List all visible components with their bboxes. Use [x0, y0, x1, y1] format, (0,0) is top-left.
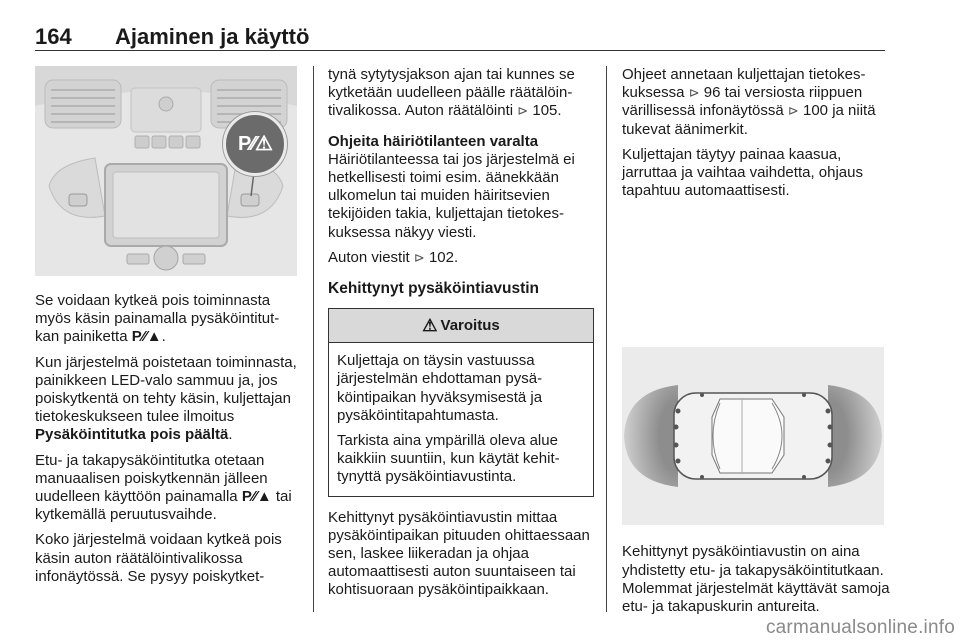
col3-paragraph-1	[622, 66, 890, 139]
col2-paragraph-1	[328, 66, 594, 121]
page-reference-102[interactable]: 102	[428, 248, 454, 266]
page-header	[35, 22, 885, 52]
col1-p3-text: Etu- ja takapysäköintitutka otetaan manuaalisen poiskytkennän jälleen uudelleen käyttöön painamalla	[35, 451, 268, 506]
col3-p1-t1: Ohjeet annetaan kuljettajan tietokeskuksessa	[622, 66, 866, 102]
park-assist-badge-label: P⁄⁄⚠	[238, 132, 272, 155]
col1-paragraph-3	[35, 452, 297, 525]
page-reference-100[interactable]: 100	[803, 102, 829, 120]
col1-p3-tail: tai kytkemällä peruutusvaihde.	[35, 488, 292, 524]
col2-paragraph-3	[328, 249, 594, 267]
col1-p1-tail: .	[161, 328, 166, 346]
warning-triangle-icon: ⚠	[422, 315, 438, 335]
page-number: 164	[35, 24, 72, 49]
park-assist-symbol-icon: P⁄⁄▲	[241, 488, 272, 506]
col3-paragraph-2: Kuljettajan täytyy painaa kaasua, jarruttaa ja vaihtaa vaihdetta, ohjaus tapahtuu automaattisesti.	[622, 145, 863, 200]
col3-p1-t2: tai versiosta riippuen värillisessä infonäytössä	[622, 84, 863, 120]
col1-p1-text: Se voidaan kytkeä pois toiminnasta myös käsin painamalla pysäköintitutkan painiketta	[35, 292, 280, 346]
message-pysakointitutka-pois-paalta: Pysäköintitutka pois päältä	[35, 426, 229, 444]
reference-arrow-icon: ⊳	[787, 103, 799, 119]
col1-paragraph-1	[35, 292, 297, 347]
warning-header	[329, 309, 593, 343]
col2-paragraph-2: Häiriötilanteessa tai jos järjestelmä ei hetkellisesti toimi esim. äänekkään ulkomelun tai muiden häiritsevien tekijöiden takia, kuljettajan tietokeskuksessa näkyy viesti.	[328, 150, 575, 241]
reference-arrow-icon: ⊳	[688, 85, 700, 101]
col2-p1-tail: .	[557, 102, 562, 120]
column-divider-1	[313, 66, 314, 612]
col2-p1-text: tynä sytytysjakson ajan tai kunnes se kytketään uudelleen päälle räätälöintivalikossa. Auton räätälöinti	[328, 66, 575, 120]
watermark: carmanualsonline.info	[765, 617, 955, 638]
column-divider-2	[606, 66, 607, 612]
col1-paragraph-4: Koko järjestelmä voidaan kytkeä pois käsin auton räätälöintivalikossa infonäytössä. Se pysyy poiskytket-	[35, 531, 282, 585]
park-assist-button-icon	[223, 112, 287, 176]
reference-arrow-icon: ⊳	[517, 103, 529, 119]
warning-paragraph-2: Tarkista aina ympärillä oleva alue kaikkiin suuntiin, kun käytät kehittynyttä pysäköintiavustinta.	[337, 432, 560, 486]
column-1	[35, 66, 297, 593]
page-title: Ajaminen ja käyttö	[115, 24, 310, 49]
parking-sensor-drawing	[622, 347, 884, 525]
warning-title: Varoitus	[440, 316, 500, 334]
reference-arrow-icon: ⊳	[413, 249, 425, 265]
col3-p1-t3: ja niitä tukevat äänimerkit.	[622, 102, 876, 138]
warning-box	[328, 308, 594, 496]
col3-paragraph-3: Kehittynyt pysäköintiavustin on aina yhdistetty etu- ja takapysäköintitutkaan. Molemmat järjestelmät käyttävät samoja etu- ja takapuskurin antureita.	[622, 543, 890, 616]
section-heading-advanced-park-assist: Kehittynyt pysäköintiavustin	[328, 280, 540, 298]
header-rule	[35, 50, 885, 51]
warning-body	[329, 343, 593, 495]
parking-sensor-illustration	[622, 347, 884, 525]
subheading-troubleshooting: Ohjeita häiriötilanteen varalta	[328, 132, 539, 150]
column-3	[622, 66, 890, 623]
warning-paragraph-1: Kuljettaja on täysin vastuussa järjestelmän ehdottaman pysäköintipaikan hyväksymisestä ja pysäköintitapahtumasta.	[337, 352, 543, 424]
park-assist-symbol-icon: P⁄⁄▲	[131, 328, 162, 346]
col2-p3-tail: .	[454, 248, 459, 266]
col2-p3-text: Auton viestit	[328, 248, 414, 266]
col1-p2-text: Kun järjestelmä poistetaan toiminnasta, painikkeen LED-valo sammuu ja, jos poiskytkentä on tehty käsin, kuljettajan tietokeskukseen tulee ilmoitus	[35, 353, 297, 426]
dashboard-illustration	[35, 66, 297, 276]
column-2	[328, 66, 594, 607]
col1-p2-tail: .	[228, 426, 233, 444]
page-reference-96[interactable]: 96	[703, 84, 721, 102]
page-reference-105[interactable]: 105	[532, 102, 558, 120]
col1-paragraph-2	[35, 354, 297, 445]
col2-paragraph-4: Kehittynyt pysäköintiavustin mittaa pysäköintipaikan pituuden ohittaessaan sen, laskee liikeradan ja ohjaa automaattisesti auton suuntaiseen tai kohtisuoraan pysäköintipaikkaan.	[328, 508, 590, 599]
